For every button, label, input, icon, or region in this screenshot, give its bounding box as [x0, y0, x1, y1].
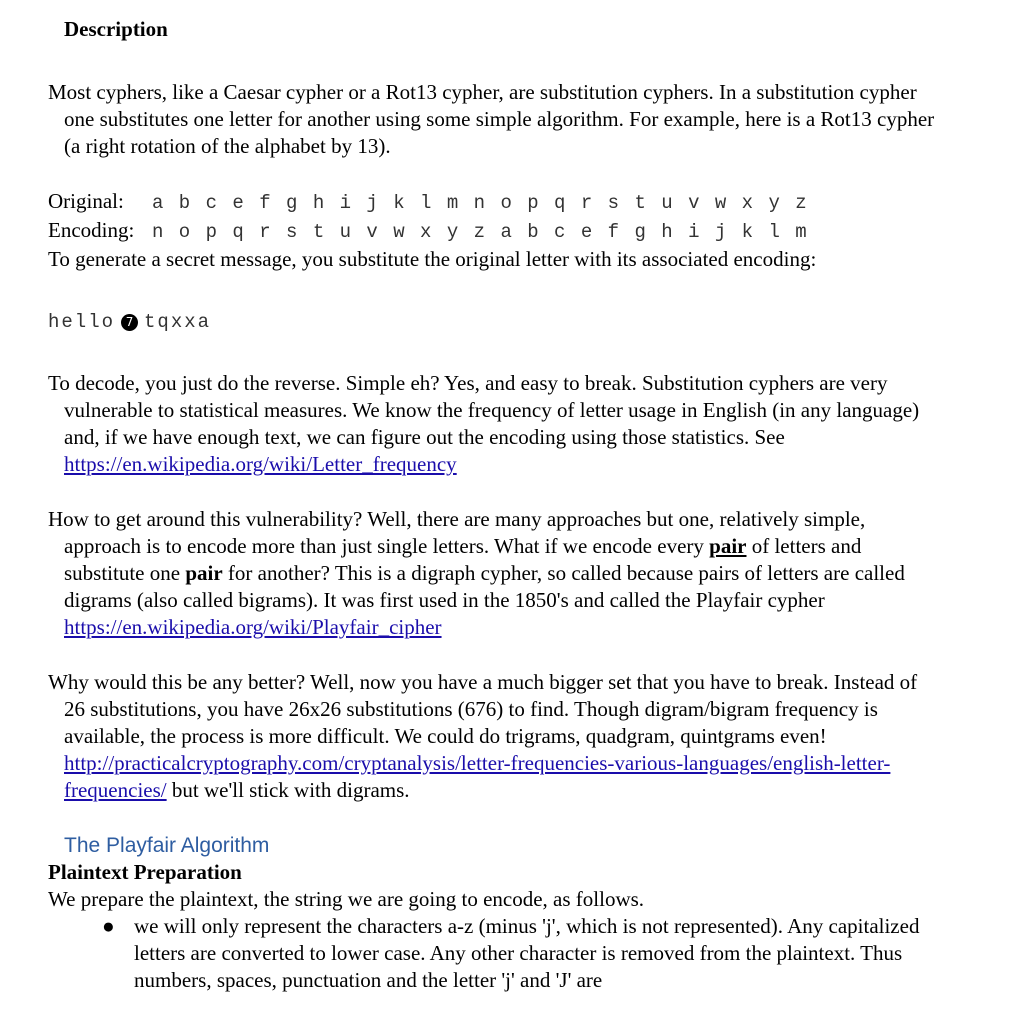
original-letters: a b c e f g h i j k l m n o p q r s t u v w x y z	[152, 192, 809, 214]
practical-crypto-link[interactable]: http://practicalcryptography.com/cryptanalysis/letter-frequencies-various-languages/english-letter-frequencies/	[64, 751, 891, 802]
playfair-link[interactable]: https://en.wikipedia.org/wiki/Playfair_cipher	[64, 615, 442, 639]
original-label: Original:	[48, 189, 124, 213]
original-row	[48, 188, 938, 217]
better-paragraph	[48, 669, 938, 804]
pair-bold: pair	[185, 561, 223, 585]
better-text: Why would this be any better? Well, now you have a much bigger set that you have to break. Instead of 26 substitutions, you have 26x26 substitutions (676) to find. Though digram/bigram frequency is available, the process is more difficult. We could do trigrams, quadgram, quintgrams even!	[48, 670, 918, 748]
list-item	[102, 913, 938, 994]
section-title: The Playfair Algorithm	[64, 834, 270, 857]
substitute-paragraph: To generate a secret message, you substitute the original letter with its associated encoding:	[48, 247, 817, 271]
plaintext-heading: Plaintext Preparation	[48, 860, 242, 884]
vuln-text-a: How to get around this vulnerability? Well, there are many approaches but one, relatively simple, approach is to encode more than just single letters. What if we encode every	[48, 507, 866, 558]
example-output: tqxxa	[144, 311, 212, 333]
rot13-table	[48, 188, 938, 246]
better-tail: but we'll stick with digrams.	[166, 778, 410, 802]
vulnerability-paragraph	[48, 506, 938, 641]
example-input: hello	[48, 311, 116, 333]
intro-paragraph: Most cyphers, like a Caesar cypher or a Rot13 cypher, are substitution cyphers. In a substitution cypher one substitutes one letter for another using some simple algorithm. For example, here is a Rot13 cypher (a right rotation of the alphabet by 13).	[48, 80, 935, 158]
letter-frequency-link[interactable]: https://en.wikipedia.org/wiki/Letter_frequency	[64, 452, 457, 476]
decode-text: To decode, you just do the reverse. Simple eh? Yes, and easy to break. Substitution cyphers are very vulnerable to statistical measures. We know the frequency of letter usage in English (in any language) and, if we have enough text, we can figure out the encoding using those statistics. See	[48, 371, 920, 449]
encoding-letters: n o p q r s t u v w x y z a b c e f g h i j k l m	[152, 221, 809, 243]
number-7-icon: 7	[121, 314, 138, 331]
bullet-icon: ●	[102, 914, 115, 938]
encoding-row	[48, 217, 938, 246]
pair-underlined: pair	[709, 534, 747, 558]
bullet-text: we will only represent the characters a-z (minus 'j', which is not represented). Any capitalized letters are converted to lower case. Any other character is removed from the plaintext. Thus numbers, spaces, punctuation and the letter 'j' and 'J' are	[134, 914, 920, 992]
prepare-paragraph: We prepare the plaintext, the string we are going to encode, as follows.	[48, 887, 645, 911]
description-heading: Description	[64, 17, 168, 41]
document-page	[48, 16, 938, 994]
example-line	[48, 307, 938, 336]
vuln-text-b: of letters and substitute one	[64, 534, 862, 585]
encoding-label: Encoding:	[48, 218, 135, 242]
vuln-text-c: for another? This is a digraph cypher, so called because pairs of letters are called digrams (also called bigrams). It was first used in the 1850's and called the Playfair cypher	[64, 561, 905, 612]
decode-paragraph	[48, 370, 938, 478]
